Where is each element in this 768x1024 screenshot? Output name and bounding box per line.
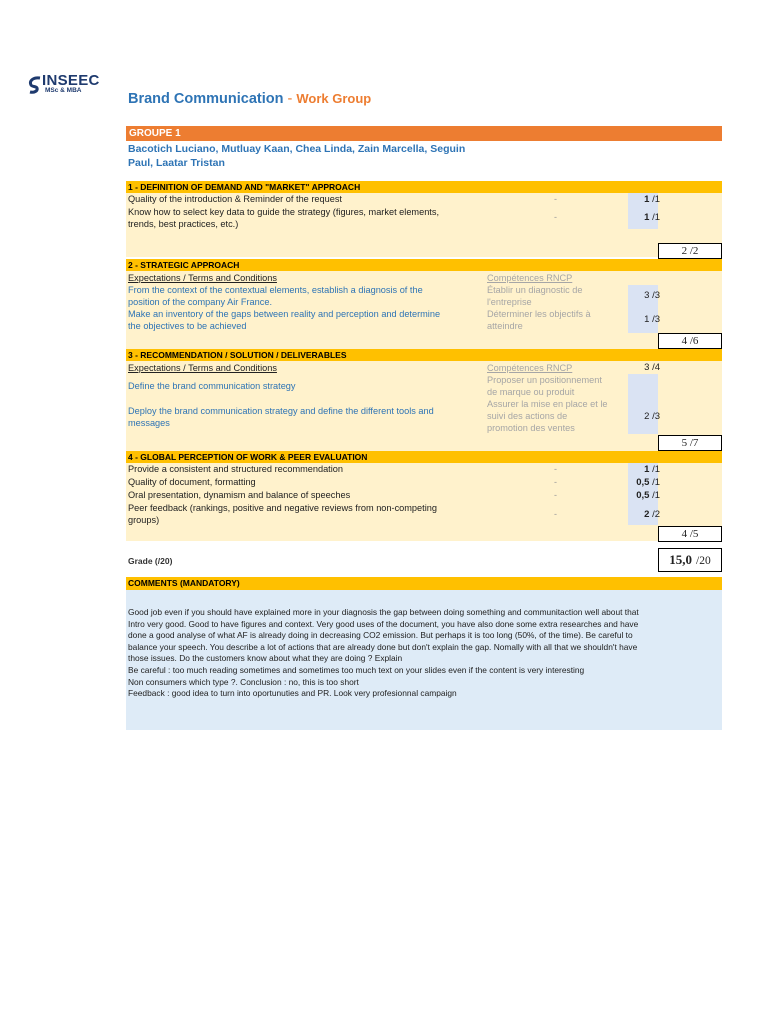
section2-row2-score: 1 /3 [644,314,660,325]
section2-competences-label: Compétences RNCP [487,273,573,283]
section3-total: 5 /7 [658,435,722,451]
section2-row1-score: 3 /3 [644,290,660,301]
section4-row1-score: 1 /1 [644,464,660,475]
comment-line: Be careful : too much reading sometimes and sometimes too much text on your slides even if the content is very interesting [128,664,585,675]
section1-row2-text: Know how to select key data to guide the strategy (figures, market elements, trends, best practices, etc.) [128,207,440,229]
page-title-separator: - [283,91,297,107]
section1-row1-dash: - [554,194,557,204]
comment-line: done a good analyse of what AF is already doing in decreasing CO2 emission. But perhaps it is too long (50%, of the time). Be careful to [128,630,633,641]
inseec-logo [28,73,108,97]
section1-header: 1 - DEFINITION OF DEMAND AND "MARKET" APPROACH [126,181,722,193]
section2-header: 2 - STRATEGIC APPROACH [126,259,722,271]
section4-header: 4 - GLOBAL PERCEPTION OF WORK & PEER EVALUATION [126,451,722,463]
section4-row1-dash: - [554,464,557,474]
section3-row2-text: Deploy the brand communication strategy and define the different tools and messages [128,406,434,428]
group-title: GROUPE 1 [126,126,722,141]
section3-expectations-label: Expectations / Terms and Conditions [128,363,277,373]
comment-line: Intro very good. Good to have figures and context. Very good uses of the document, you have also done some extra researches and have [128,618,639,629]
grade-value: 15,0 [669,552,693,567]
section4-row4-text: Peer feedback (rankings, positive and negative reviews from non-competing groups) [128,503,437,525]
section4-total: 4 /5 [658,526,722,542]
section4-row2-score: 0,5 /1 [636,477,660,488]
section3-row1-score: 3 /4 [644,362,660,373]
section2-row2-competence: Déterminer les objectifs à atteindre [487,309,591,331]
group-members [128,142,478,170]
section4-row4-score: 2 /2 [644,509,660,520]
grade-max: /20 [696,555,711,567]
section2-total: 4 /6 [658,333,722,349]
inseec-swoosh-icon [28,75,42,95]
section3-header: 3 - RECOMMENDATION / SOLUTION / DELIVERABLES [126,349,722,361]
section2-row2-text: Make an inventory of the gaps between reality and perception and determine the objectives to be achieved [128,309,441,331]
section4-row3-text: Oral presentation, dynamism and balance of speeches [128,490,351,500]
comment-line: Non consumers which type ?. Conclusion : no, this is too short [128,676,359,687]
section4-row4-dash: - [554,509,557,519]
section1-row1-score: 1 /1 [644,194,660,205]
section1-total: 2 /2 [658,243,722,259]
section3-row1-text: Define the brand communication strategy [128,381,296,391]
comments-body [126,590,722,730]
logo-sub-text: MSc & MBA [45,87,82,94]
section4-row3-dash: - [554,490,557,500]
comment-line: Feedback : good idea to turn into oportunuties and PR. Look very profesionnal campaign [128,688,457,699]
section3-competences-label: Compétences RNCP [487,363,573,373]
section2-row1-competence: Établir un diagnostic de l'entreprise [487,285,583,307]
page-title-main: Brand Communication [128,91,284,107]
section4-row2-text: Quality of document, formatting [128,477,256,487]
section3-row2-score: 2 /3 [644,411,660,422]
page-title [128,91,371,107]
group-members-line2: Paul, Laatar Tristan [128,157,225,169]
section1-row1-text: Quality of the introduction & Reminder of the request [128,194,342,204]
group-members-line1: Bacotich Luciano, Mutluay Kaan, Chea Linda, Zain Marcella, Seguin [128,143,466,155]
section4-row3-score: 0,5 /1 [636,490,660,501]
grade-label: Grade (/20) [128,556,173,566]
comments-header: COMMENTS (MANDATORY) [126,577,722,590]
section4-row1-text: Provide a consistent and structured recommendation [128,464,344,474]
section3-row1-competence: Proposer un positionnement de marque ou produit [487,375,602,397]
section3-score-cell [628,374,658,434]
comment-line: balance your speech. You describe a lot of actions that are already done but don't explain the gap. Nomally with all that we shouldn't have [128,641,638,652]
page-title-subtitle: Work Group [296,91,372,106]
section1-row2-dash: - [554,212,557,222]
section4-row2-dash: - [554,477,557,487]
comment-line: those issues. Do the customers know about what they are doing ? Explain [128,653,403,664]
logo-brand-text: INSEEC [42,72,100,89]
grade-total-box [658,548,722,572]
comment-line: Good job even if you should have explained more in your diagnosis the gap between doing something and communitaction well about that [128,607,639,617]
section2-row1-text: From the context of the contextual elements, establish a diagnosis of the position of the company Air France. [128,285,423,307]
section2-expectations-label: Expectations / Terms and Conditions [128,273,277,283]
section3-row2-competence: Assurer la mise en place et le suivi des actions de promotion des ventes [487,399,608,433]
section1-row2-score: 1 /1 [644,212,660,223]
